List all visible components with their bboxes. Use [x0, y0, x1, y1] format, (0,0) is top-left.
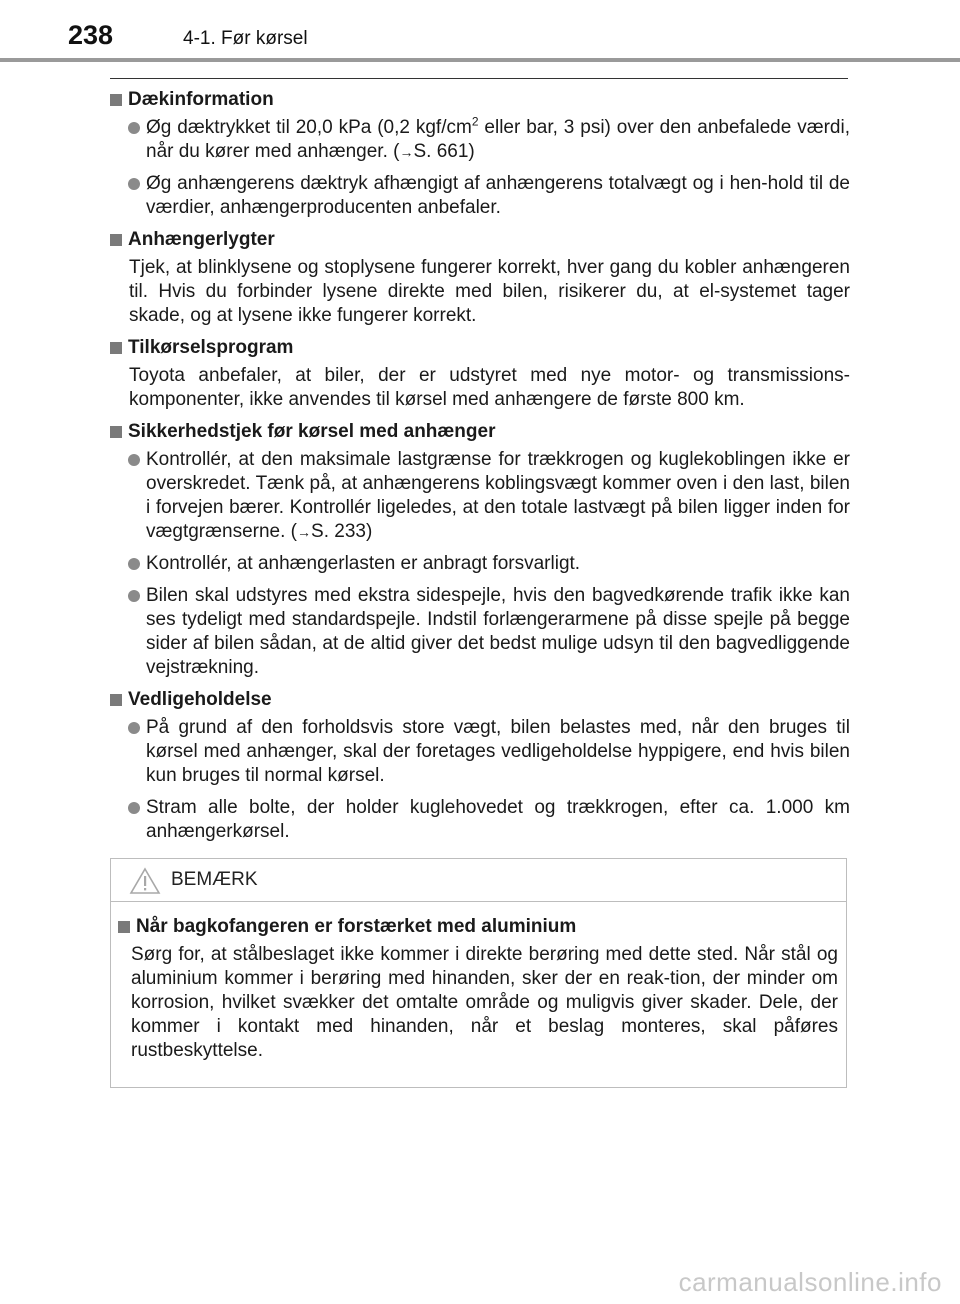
page-reference-link[interactable]: S. 661): [413, 141, 475, 162]
arrow-right-icon: →: [297, 524, 312, 540]
section-square-icon: [110, 426, 122, 438]
bullet-dot-icon: [128, 722, 140, 734]
list-item: Kontrollér, at den maksimale lastgrænse for trækkrogen og kuglekoblingen ikke er overskredet. Tænk på, at anhængerens koblingsvægt kommer oven i den last, bilen i forvejen bærer. Kontrollér ligeledes, at den totale lastvægt på bilen ligger inden for vægtgrænserne. (→S. 233): [128, 448, 850, 544]
section-maintenance: [110, 688, 850, 844]
section-trailer-lights: [110, 228, 850, 328]
page-number: 238: [68, 20, 114, 50]
section-paragraph: Toyota anbefaler, at biler, der er udstyret med nye motor- og transmissions-komponenter, ikke anvendes til kørsel med anhængere de første 800 km.: [129, 365, 850, 410]
section-square-icon: [110, 342, 122, 354]
section-title: Dækinformation: [128, 89, 274, 110]
list-item: Bilen skal udstyres med ekstra sidespejle, hvis den bagvedkørende trafik ikke kan ses tydeligt med standardspejle. Indstil forlængerarmene på disse spejle på begge sider af bilen sådan, at de altid giver det bedst mulige udsyn til den bagvedliggende vejstrækning.: [128, 584, 850, 680]
section-break-in: [110, 336, 850, 412]
section-square-icon: [118, 921, 130, 933]
chapter-title: 4-1. Før kørsel: [183, 28, 308, 49]
notice-box: [110, 858, 847, 1088]
section-title: Tilkørselsprogram: [128, 337, 294, 358]
section-square-icon: [110, 694, 122, 706]
section-title: Anhængerlygter: [128, 229, 275, 250]
list-item: På grund af den forholdsvis store vægt, bilen belastes med, når den bruges til kørsel med anhænger, skal der foretages vedligeholdelse hyppigere, end hvis bilen kun bruges til normal kørsel.: [128, 716, 850, 788]
section-title: Vedligeholdelse: [128, 689, 272, 710]
watermark: carmanualsonline.info: [678, 1267, 942, 1297]
section-square-icon: [110, 94, 122, 106]
main-content: [110, 88, 850, 852]
page-reference-link[interactable]: S. 233): [311, 521, 373, 542]
section-square-icon: [110, 234, 122, 246]
section-paragraph: Tjek, at blinklysene og stoplysene fungerer korrekt, hver gang du kobler anhængeren til. Hvis du forbinder lysene direkte med bilen, risikerer du, at el-systemet tager skade, og at lysene ikke fungerer korrekt.: [129, 257, 850, 326]
section-title: Sikkerhedstjek før kørsel med anhænger: [128, 421, 496, 442]
notice-title: Når bagkofangeren er forstærket med aluminium: [136, 916, 577, 937]
section-tire-info: [110, 88, 850, 220]
list-item: Øg dæktrykket til 20,0 kPa (0,2 kgf/$cm^2$ eller bar, 3 psi) over den anbefalede værdi, når du kører med anhænger. (→S. 661): [128, 116, 850, 164]
content-top-rule: [110, 78, 848, 79]
list-item: Øg anhængerens dæktryk afhængigt af anhængerens totalvægt og i hen-hold til de værdier, anhængerproducenten anbefaler.: [128, 172, 850, 220]
section-safety-check: [110, 420, 850, 680]
arrow-right-icon: →: [399, 144, 414, 160]
bullet-dot-icon: [128, 590, 140, 602]
header-divider: [0, 58, 960, 62]
bullet-dot-icon: [128, 122, 140, 134]
notice-paragraph: Sørg for, at stålbeslaget ikke kommer i direkte berøring med dette sted. Når stål og aluminium kommer i berøring med hinanden, sker der en reak-tion, der minder om korrosion, hvilket svækker det omtalte område og muligvis giver skader. Dele, der kommer i kontakt med hinanden, når et beslag monteres, skal påføres rustbeskyttelse.: [131, 944, 838, 1061]
list-item: Kontrollér, at anhængerlasten er anbragt forsvarligt.: [128, 552, 850, 576]
bullet-dot-icon: [128, 178, 140, 190]
warning-triangle-icon: [129, 867, 161, 895]
bullet-dot-icon: [128, 802, 140, 814]
page-header: [0, 0, 960, 62]
list-item: Stram alle bolte, der holder kuglehovedet og trækkrogen, efter ca. 1.000 km anhængerkørsel.: [128, 796, 850, 844]
notice-header: [111, 859, 846, 902]
bullet-dot-icon: [128, 454, 140, 466]
notice-label: BEMÆRK: [171, 869, 258, 890]
bullet-dot-icon: [128, 558, 140, 570]
